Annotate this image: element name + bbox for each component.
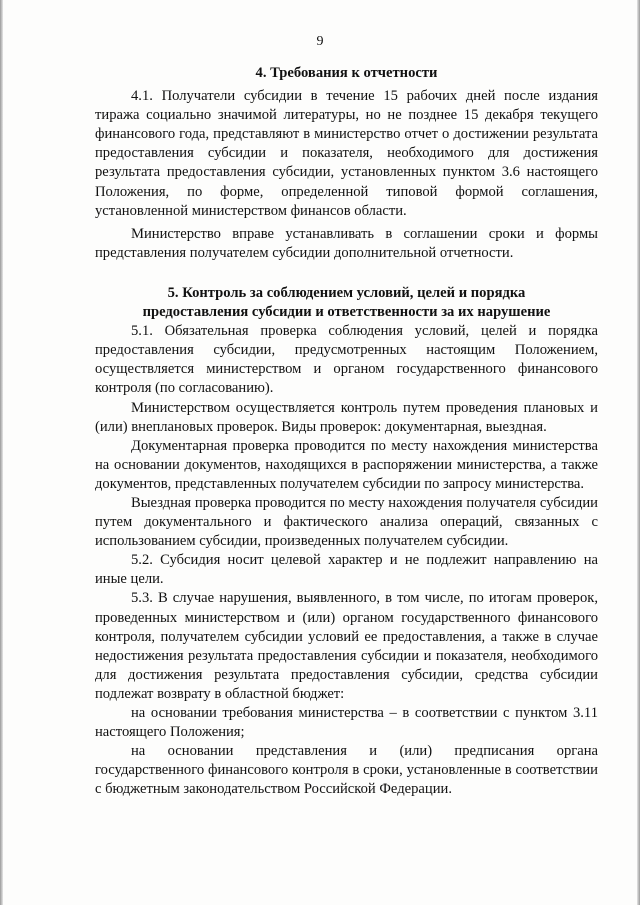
paragraph-documentary-inspection: Документарная проверка проводится по месту нахождения министерства на основании документов, находящихся в распоряжении министерства, а также документов, представленных получателем субсидии по запросу министерства. bbox=[95, 437, 598, 492]
scan-edge-left bbox=[0, 0, 3, 905]
paragraph-ministry-requirement: на основании требования министерства – в соответствии с пунктом 3.11 настоящего Положения; bbox=[95, 705, 598, 741]
document-body bbox=[95, 64, 598, 799]
paragraph-financial-control-order: на основании представления и (или) предписания органа государственного финансового контроля в сроки, установленные в соответствии с бюджетным законодательством Российской Федерации. bbox=[95, 743, 598, 798]
section-4-title: 4. Требования к отчетности bbox=[255, 65, 438, 81]
paragraph-5-2: 5.2. Субсидия носит целевой характер и не подлежит направлению на иные цели. bbox=[95, 552, 598, 588]
section-5-title-line-2: предоставления субсидии и ответственности за их нарушение bbox=[142, 304, 551, 321]
section-5-title-line-1: 5. Контроль за соблюдением условий, целей и порядка bbox=[167, 284, 526, 301]
paragraph-4-extra-reporting: Министерство вправе устанавливать в соглашении сроки и формы представления получателем субсидии дополнительной отчетности. bbox=[95, 225, 598, 261]
paragraph-onsite-inspection: Выездная проверка проводится по месту нахождения получателя субсидии путем документального и фактического анализа операций, связанных с использованием субсидии, произведенных получателем субсидии. bbox=[95, 494, 598, 550]
paragraph-5-1: 5.1. Обязательная проверка соблюдения условий, целей и порядка предоставления субсидии, предусмотренных настоящим Положением, осуществляется министерством и органом государственного финансового контроля (по согласованию). bbox=[95, 323, 598, 397]
paragraph-5-3: 5.3. В случае нарушения, выявленного, в том числе, по итогам проверок, проведенных министерством и (или) органом государственного финансового контроля, получателем субсидии условий ее предоставления, а также в случае недостижения результата предоставления субсидии и показателя, необходимого для достижения результата предоставления субсидии, средства субсидии подлежат возврату в областной бюджет: bbox=[95, 590, 598, 702]
paragraph-inspection-types: Министерством осуществляется контроль путем проведения плановых и (или) внеплановых проверок. Виды проверок: документарная, выездная. bbox=[95, 399, 598, 435]
page-number: 9 bbox=[316, 34, 324, 49]
paragraph-4-1: 4.1. Получатели субсидии в течение 15 рабочих дней после издания тиража социально значимой литературы, но не позднее 15 декабря текущего финансового года, представляют в министерство отчет о достижении результата предоставления субсидии и показателя, необходимого для достижения результата предоставления субсидии, установленных пунктом 3.6 настоящего Положения, по форме, определенной типовой формой соглашения, установленной министерством финансов области. bbox=[95, 88, 598, 219]
